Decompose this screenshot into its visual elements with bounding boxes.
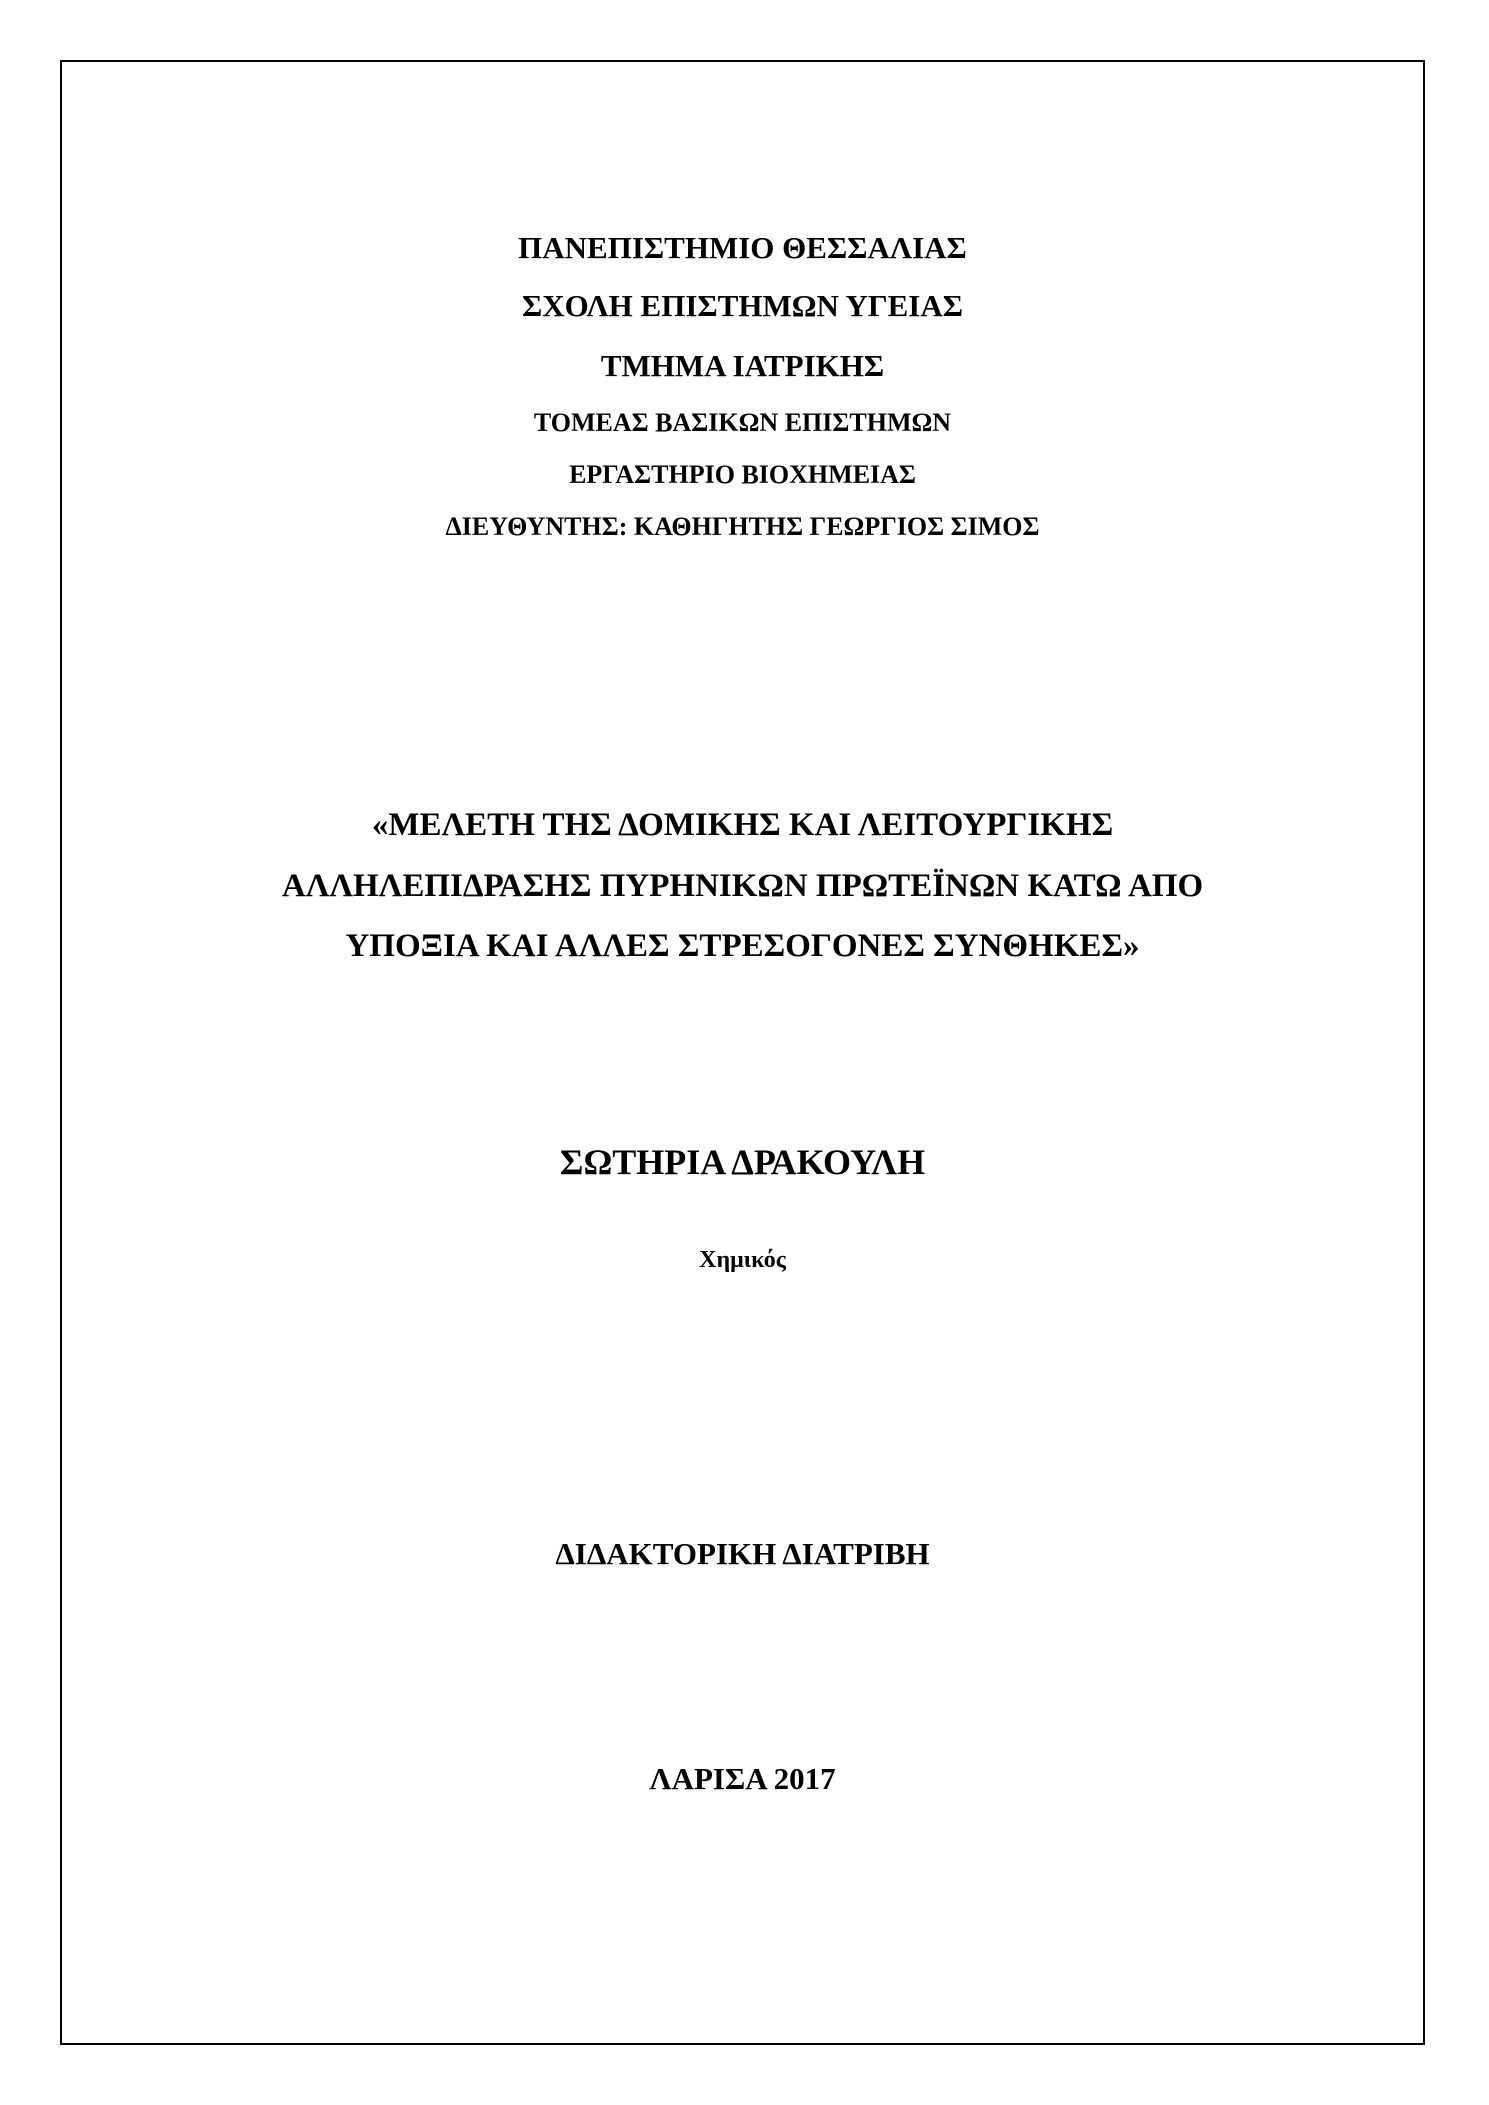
author-role: Χημικός xyxy=(699,1247,786,1273)
thesis-title-line-3: ΥΠΟΞΙΑ ΚΑΙ ΑΛΛΕΣ ΣΤΡΕΣΟΓΟΝΕΣ ΣΥΝΘΗΚΕΣ» xyxy=(345,928,1140,964)
laboratory-name: ΕΡΓΑΣΤΗΡΙΟ ΒΙΟΧΗΜΕΙΑΣ xyxy=(569,460,916,489)
school-name: ΣΧΟΛΗ ΕΠΙΣΤΗΜΩΝ ΥΓΕΙΑΣ xyxy=(521,288,964,323)
university-name: ΠΑΝΕΠΙΣΤΗΜΙΟ ΘΕΣΣΑΛΙΑΣ xyxy=(518,230,967,265)
thesis-title-line-1: «ΜΕΛΕΤΗ ΤΗΣ ΔΟΜΙΚΗΣ ΚΑΙ ΛΕΙΤΟΥΡΓΙΚΗΣ xyxy=(371,807,1114,843)
thesis-title-line-2: ΑΛΛΗΛΕΠΙΔΡΑΣΗΣ ΠΥΡΗΝΙΚΩΝ ΠΡΩΤΕΪΝΩΝ ΚΑΤΩ ΑΠΟ xyxy=(281,868,1204,904)
director-line: ΔΙΕΥΘΥΝΤΗΣ: ΚΑΘΗΓΗΤΗΣ ΓΕΩΡΓΙΟΣ ΣΙΜΟΣ xyxy=(445,512,1040,541)
place-and-year: ΛΑΡΙΣΑ 2017 xyxy=(649,1761,836,1796)
thesis-type: ΔΙΔΑΚΤΟΡΙΚΗ ΔΙΑΤΡΙΒΗ xyxy=(555,1536,930,1571)
sector-name: ΤΟΜΕΑΣ ΒΑΣΙΚΩΝ ΕΠΙΣΤΗΜΩΝ xyxy=(533,408,952,437)
page-border-frame xyxy=(60,60,1425,2045)
author-name: ΣΩΤΗΡΙΑ ΔΡΑΚΟΥΛΗ xyxy=(559,1142,926,1182)
department-name: ΤΜΗΜΑ ΙΑΤΡΙΚΗΣ xyxy=(600,348,885,383)
